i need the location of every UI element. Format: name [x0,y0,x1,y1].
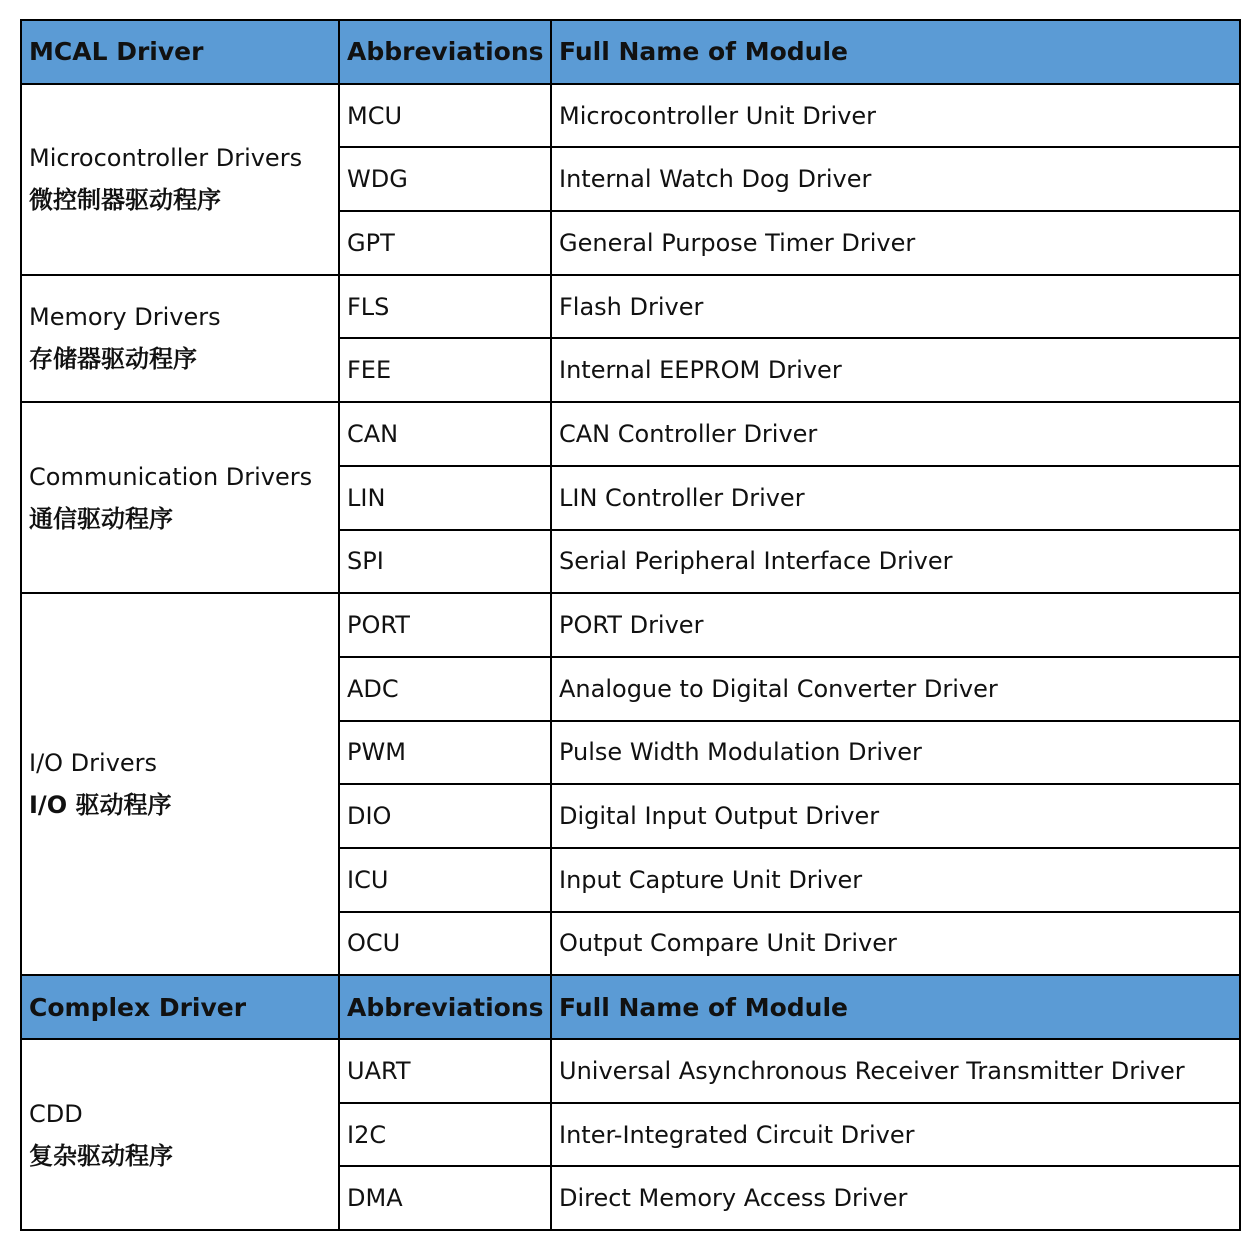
fullname-cell: Input Capture Unit Driver [551,848,1240,912]
table-row [21,275,1240,339]
header-cell: Full Name of Module [551,975,1240,1039]
abbr-cell: ICU [339,848,551,912]
header-cell: Complex Driver [21,975,339,1039]
abbr-cell: FLS [339,275,551,339]
abbr-cell: I2C [339,1103,551,1167]
abbr-cell: LIN [339,466,551,530]
fullname-cell: General Purpose Timer Driver [551,211,1240,275]
fullname-cell: Pulse Width Modulation Driver [551,721,1240,785]
group-cell-io [21,593,339,975]
fullname-cell: Serial Peripheral Interface Driver [551,530,1240,594]
abbr-cell: DMA [339,1166,551,1230]
table-row [21,402,1240,466]
group-label-zh: 复杂驱动程序 [29,1141,173,1170]
abbr-cell: OCU [339,912,551,976]
fullname-cell: PORT Driver [551,593,1240,657]
fullname-cell: Direct Memory Access Driver [551,1166,1240,1230]
group-label-zh: 微控制器驱动程序 [29,186,221,215]
fullname-cell: CAN Controller Driver [551,402,1240,466]
abbr-cell: ADC [339,657,551,721]
abbr-cell: SPI [339,530,551,594]
fullname-cell: Internal Watch Dog Driver [551,147,1240,211]
fullname-cell: Analogue to Digital Converter Driver [551,657,1240,721]
group-cell-communication [21,402,339,593]
table-row [21,1039,1240,1103]
driver-table [20,19,1241,1231]
abbr-cell: UART [339,1039,551,1103]
fullname-cell: Universal Asynchronous Receiver Transmitter Driver [551,1039,1240,1103]
header-cell: Full Name of Module [551,20,1240,84]
group-label-en: Microcontroller Drivers [29,144,303,173]
fullname-cell: Microcontroller Unit Driver [551,84,1240,148]
table-row [21,593,1240,657]
group-label-en: Memory Drivers [29,303,221,332]
header-cell: Abbreviations [339,20,551,84]
abbr-cell: CAN [339,402,551,466]
abbr-cell: DIO [339,784,551,848]
table-row [21,84,1240,148]
fullname-cell: Output Compare Unit Driver [551,912,1240,976]
group-label-en: I/O Drivers [29,749,158,778]
group-label-zh: 通信驱动程序 [29,504,173,533]
abbr-cell: PWM [339,721,551,785]
group-label-zh: I/O 驱动程序 [29,791,172,820]
fullname-cell: LIN Controller Driver [551,466,1240,530]
fullname-cell: Internal EEPROM Driver [551,338,1240,402]
abbr-cell: MCU [339,84,551,148]
abbr-cell: PORT [339,593,551,657]
header-row-complex [21,975,1240,1039]
group-label-zh: 存储器驱动程序 [29,345,197,374]
header-row-mcal [21,20,1240,84]
group-cell-microcontroller [21,84,339,275]
header-cell: MCAL Driver [21,20,339,84]
group-cell-memory [21,275,339,402]
group-cell-cdd [21,1039,339,1230]
fullname-cell: Inter-Integrated Circuit Driver [551,1103,1240,1167]
header-cell: Abbreviations [339,975,551,1039]
abbr-cell: WDG [339,147,551,211]
abbr-cell: FEE [339,338,551,402]
abbr-cell: GPT [339,211,551,275]
group-label-en: Communication Drivers [29,462,313,491]
group-label-en: CDD [29,1099,83,1128]
fullname-cell: Flash Driver [551,275,1240,339]
fullname-cell: Digital Input Output Driver [551,784,1240,848]
